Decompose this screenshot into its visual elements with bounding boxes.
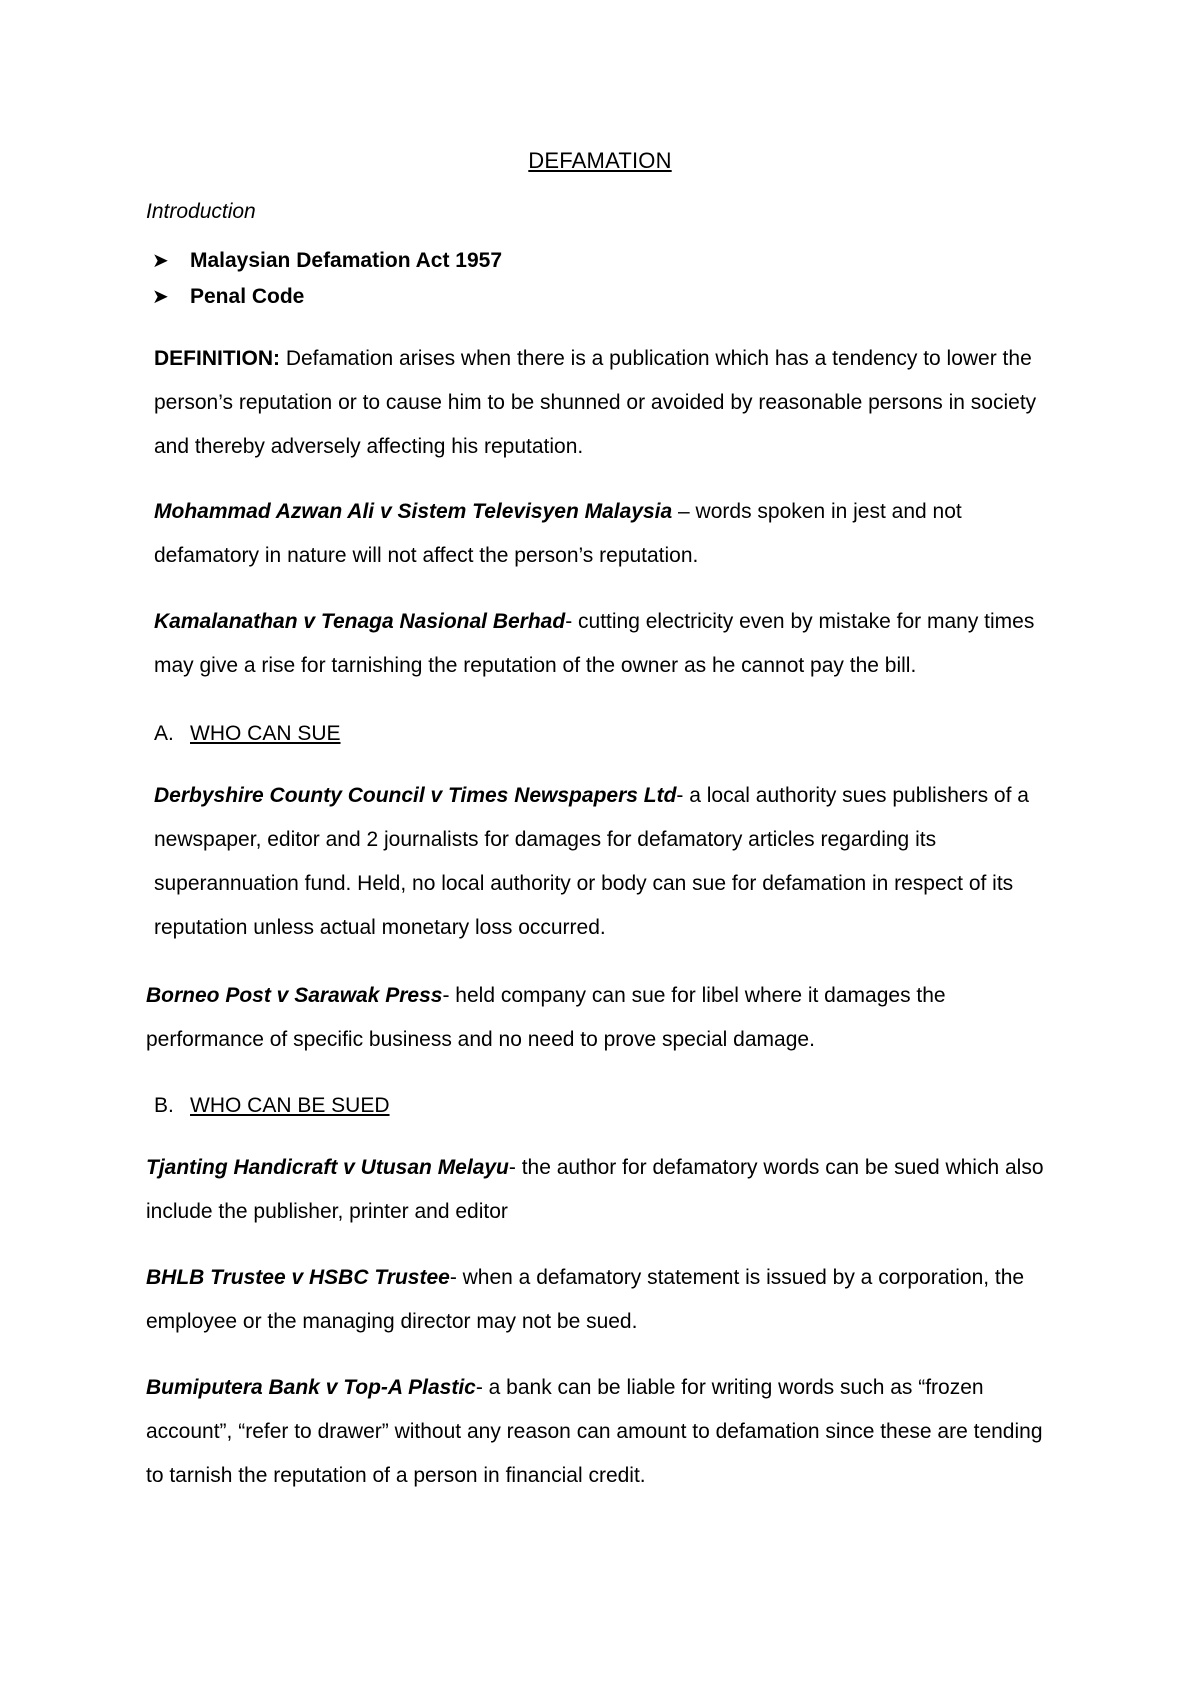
bullet-text: Penal Code: [190, 285, 305, 308]
bullet-item: [152, 248, 502, 273]
arrow-bullet-icon: ➤: [152, 250, 169, 272]
document-title: DEFAMATION: [528, 148, 672, 173]
case-paragraph: [146, 1256, 1061, 1344]
case-text: - when a defamatory statement is issued by a corporation, the employee or the managing director may not be sued.: [146, 1266, 1025, 1333]
definition-paragraph: [154, 337, 1054, 469]
case-text: - cutting electricity even by mistake for many times may give a rise for tarnishing the reputation of the owner as he cannot pay the bill.: [154, 610, 1035, 677]
case-text: - a bank can be liable for writing words such as “frozen account”, “refer to drawer” without any reason can amount to defamation since these are tending to tarnish the reputation of a person in financial credit.: [146, 1376, 1043, 1487]
case-name: Derbyshire County Council v Times Newspapers Ltd: [154, 784, 677, 807]
case-paragraph: [146, 1146, 1056, 1234]
case-text: - the author for defamatory words can be sued which also include the publisher, printer and editor: [146, 1156, 1044, 1223]
case-name: Mohammad Azwan Ali v Sistem Televisyen Malaysia: [154, 500, 673, 523]
case-name: Borneo Post v Sarawak Press: [146, 984, 443, 1007]
arrow-bullet-icon: ➤: [152, 286, 169, 308]
case-paragraph: [146, 1366, 1046, 1498]
section-letter: A.: [154, 722, 174, 745]
case-text: - a local authority sues publishers of a newspaper, editor and 2 journalists for damages for defamatory articles regarding its superannuation fund. Held, no local authority or body can sue for defamation in respect of its reputation unless actual monetary loss occurred.: [154, 784, 1029, 939]
section-title: WHO CAN SUE: [190, 722, 341, 745]
section-heading-a: [154, 722, 341, 746]
case-paragraph: [154, 490, 1044, 578]
case-text: – words spoken in jest and not defamatory in nature will not affect the person’s reputation.: [154, 500, 962, 567]
case-paragraph: [154, 600, 1044, 688]
case-text: - held company can sue for libel where it damages the performance of specific business and no need to prove special damage.: [146, 984, 946, 1051]
case-name: Bumiputera Bank v Top-A Plastic: [146, 1376, 476, 1399]
case-paragraph: [154, 774, 1054, 950]
case-name: Kamalanathan v Tenaga Nasional Berhad: [154, 610, 566, 633]
case-paragraph: [146, 974, 1026, 1062]
section-letter: B.: [154, 1094, 174, 1117]
bullet-text: Malaysian Defamation Act 1957: [190, 249, 503, 272]
introduction-label: Introduction: [146, 200, 256, 223]
case-name: Tjanting Handicraft v Utusan Melayu: [146, 1156, 509, 1179]
definition-text: Defamation arises when there is a publication which has a tendency to lower the person’s reputation or to cause him to be shunned or avoided by reasonable persons in society and thereby adversely affecting his reputation.: [154, 347, 1037, 458]
section-title: WHO CAN BE SUED: [190, 1094, 390, 1117]
bullet-item: [152, 284, 304, 309]
definition-lead: DEFINITION:: [154, 347, 280, 370]
case-name: BHLB Trustee v HSBC Trustee: [146, 1266, 450, 1289]
section-heading-b: [154, 1094, 390, 1118]
